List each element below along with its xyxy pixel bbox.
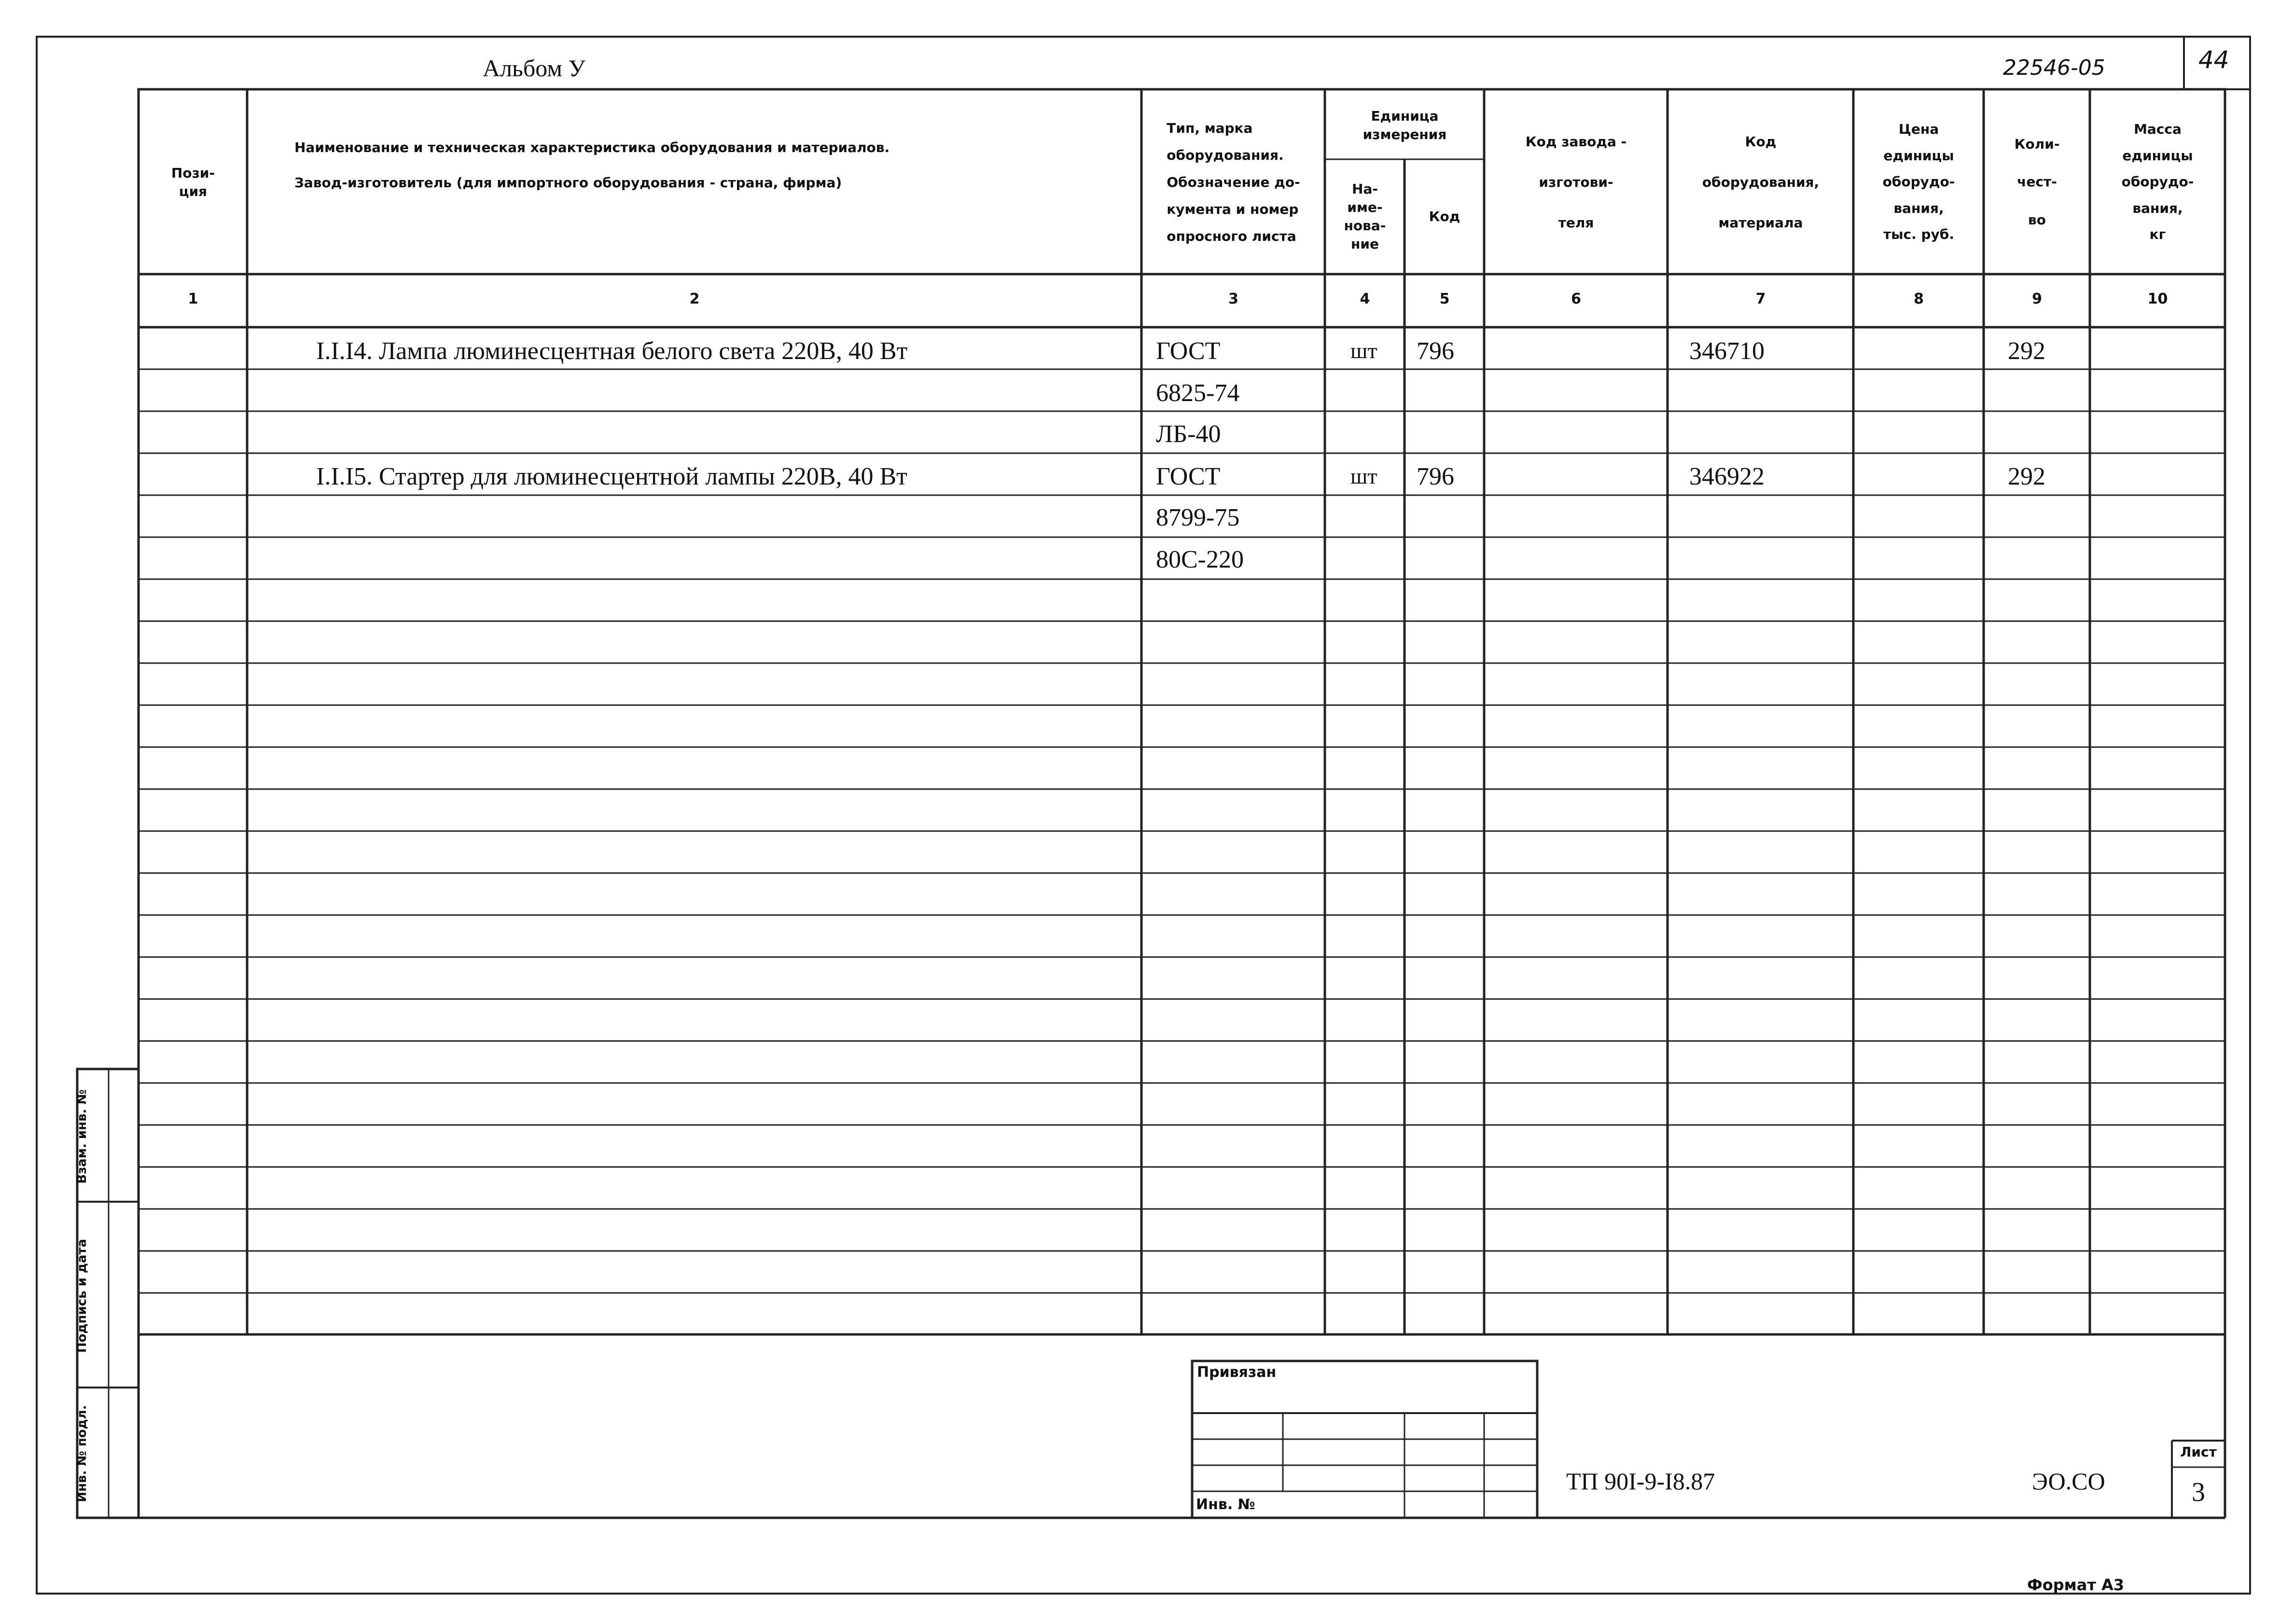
col-number-10: 10 [2147, 291, 2168, 307]
header-col-9: Коли- чест- во [2014, 136, 2060, 228]
col-number-4: 4 [1360, 291, 1370, 307]
sheet-number: 3 [2192, 1477, 2205, 1507]
col-number-7: 7 [1755, 291, 1766, 307]
header-col-10: Масса единицы оборудо- вания, кг [2121, 121, 2194, 243]
row-1-type: ГОСТ [1156, 337, 1221, 365]
header-col-4: На- име- нова- ние [1344, 181, 1386, 252]
document-number: 22546-05 [2003, 56, 2105, 80]
header-col-7: Код оборудования, материала [1702, 133, 1820, 231]
row-4-unit-code: 796 [1417, 463, 1454, 490]
row-4-equip-code: 346922 [1689, 463, 1765, 490]
header-col-2: Наименование и техническая характеристика оборудования и материалов. Завод-изготовитель (для импортного оборудования - страна, фирма) [294, 139, 890, 191]
header-col-8: Цена единицы оборудо- вания, тыс. руб. [1882, 121, 1955, 243]
privyazan-label: Привязан [1197, 1364, 1277, 1381]
header-col-3: Тип, марка оборудования. Обозначение до- кумента и номер опросного листа [1167, 120, 1300, 244]
inv-no-label: Инв. № [1196, 1496, 1255, 1513]
row-1-qty: 292 [2008, 337, 2045, 365]
row-5-type: 8799-75 [1156, 504, 1240, 531]
header-unit-group: Единица измерения [1362, 108, 1447, 142]
header-col-1: Пози- ция [171, 165, 215, 199]
stamp-orig-inv: Инв. № подл. [75, 1405, 89, 1502]
header-col-6: Код завода - изготови- теля [1525, 133, 1627, 231]
page-number: 44 [2198, 46, 2229, 74]
row-1-equip-code: 346710 [1689, 337, 1765, 365]
col-number-2: 2 [689, 291, 700, 307]
row-2-type: 6825-74 [1156, 379, 1240, 407]
row-3-type: ЛБ-40 [1156, 420, 1221, 448]
row-1-unit: шт [1350, 338, 1377, 363]
row-6-type: 80С-220 [1156, 546, 1244, 573]
row-4-unit: шт [1350, 464, 1377, 488]
stamp-signature-date: Подпись и дата [75, 1238, 89, 1353]
row-4-qty: 292 [2008, 463, 2045, 490]
project-designation: ТП 90I-9-I8.87 [1566, 1468, 1715, 1495]
stamp-replace-inv: Взам. инв. № [75, 1089, 89, 1184]
col-number-3: 3 [1228, 291, 1238, 307]
section-code: ЭО.СО [2032, 1468, 2105, 1495]
sheet-label: Лист [2180, 1444, 2217, 1460]
row-1-unit-code: 796 [1417, 337, 1454, 365]
col-number-6: 6 [1571, 291, 1581, 307]
col-number-9: 9 [2032, 291, 2042, 307]
row-4-name: I.I.I5. Стартер для люминесцентной лампы 220В, 40 Вт [316, 463, 907, 490]
col-number-1: 1 [188, 291, 198, 307]
album-title: Альбом У [483, 55, 585, 82]
format-label: Формат А3 [2027, 1576, 2125, 1594]
row-4-type: ГОСТ [1156, 463, 1221, 490]
header-col-5: Код [1429, 208, 1460, 225]
col-number-5: 5 [1439, 291, 1450, 307]
col-number-8: 8 [1914, 291, 1924, 307]
row-1-name: I.I.I4. Лампа люминесцентная белого света 220В, 40 Вт [316, 337, 908, 365]
